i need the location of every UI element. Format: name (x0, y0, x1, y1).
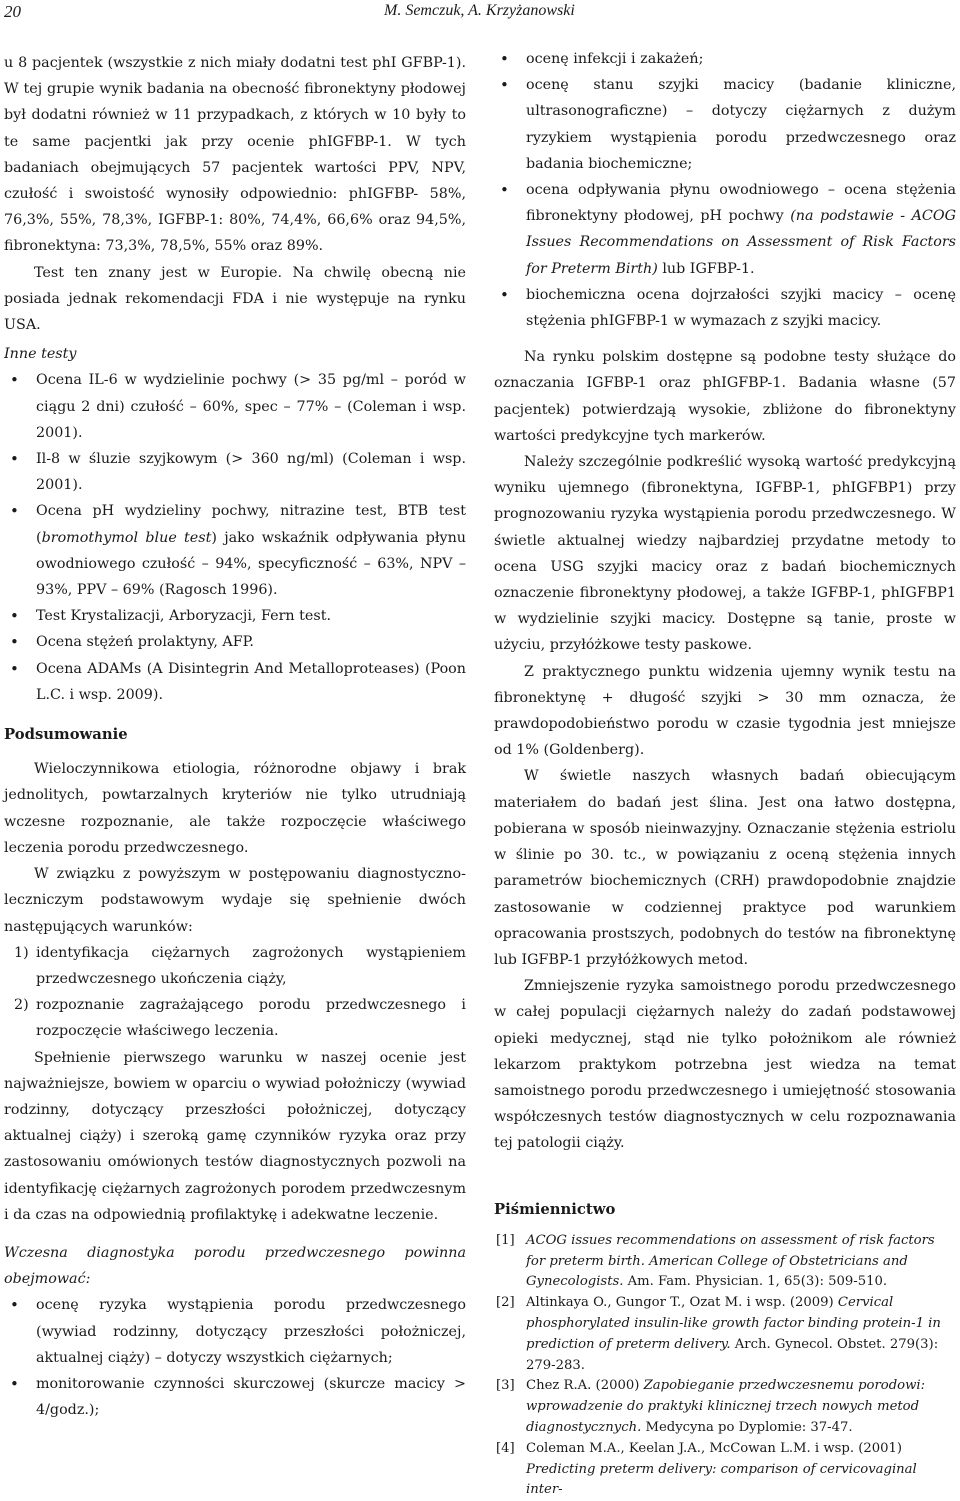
bullet-list (494, 46, 956, 334)
list-item-text: identyfikacja ciężarnych zagrożonych wystąpieniem przedwczesnego ukończenia ciąży, (36, 944, 466, 987)
list-item: • ocenę stanu szyjki macicy (badanie kliniczne, ultrasonograficzne) – dotyczy ciężarnych z dużym ryzykiem wystąpienia porodu przedwczesnego oraz badania biochemiczne; (494, 72, 956, 177)
paragraph: Z praktycznego punktu widzenia ujemny wynik testu na fibronektynę + długość szyjki > 30 mm oznacza, że prawdopodobieństwo porodu w czasie tygodnia jest mniejsze od 1% (Goldenberg). (494, 663, 956, 759)
list-item-text: lub IGFBP-1. (657, 260, 755, 277)
reference-item (494, 1293, 956, 1376)
reference-source: Medycyna po Dyplomie: 37-47. (641, 1419, 853, 1435)
paragraph: u 8 pacjentek (wszystkie z nich miały dodatni test phI GFBP-1). W tej grupie wynik badania na obecność fibronektyny płodowej był dodatni również w 11 przypadkach, z których w 10 były to te same pacjentki jak przy ocenie phIGFBP-1. W tych badaniach obejmujących 57 pacjentek wartości PPV, NPV, czułość i swoistość wynosiły odpowiednio: phIGFBP- 58%, 76,3%, 55%, 78,3%, IGFBP-1: 80%, 74,4%, 66,6% oraz 94,5%, fibronektyna: 73,3%, 78,5%, 55% oraz 89%. (4, 55, 466, 255)
reference-source: Arch. Gynecol. Obstet. 279(3): 279-283. (526, 1336, 939, 1373)
paragraph: Zmniejszenie ryzyka samoistnego porodu przedwczesnego w całej populacji ciężarnych należy do zadań podstawowej opieki medycznej, stąd nie tylko położnikom ale również lekarzom praktykom potrzebna jest wiedza na temat samoistnego porodu przedwczesnego i umiejętność stosowania współczesnych testów diagnostycznych w celu rozpoznawania tej patologii ciąży. (494, 978, 956, 1152)
list-item: • Ocena IL-6 w wydzielinie pochwy (> 35 pg/ml – poród w ciągu 2 dni) czułość – 60%, spec – 77% – (Coleman i wsp. 2001). (4, 367, 466, 446)
list-item: • biochemiczna ocena dojrzałości szyjki macicy – ocenę stężenia phIGFBP-1 w wymazach z szyjki macicy. (494, 282, 956, 334)
list-item: • monitorowanie czynności skurczowej (skurcze macicy > 4/godz.); (4, 1371, 466, 1423)
list-item: • Test Krystalizacji, Arboryzacji, Fern test. (4, 603, 466, 629)
right-column (494, 46, 956, 1501)
paragraph: Test ten znany jest w Europie. Na chwilę obecną nie posiada jednak rekomendacji FDA i nie występuje na rynku USA. (4, 264, 466, 334)
reference-item (494, 1231, 956, 1293)
section-subheading: Inne testy (4, 346, 77, 363)
paragraph: Na rynku polskim dostępne są podobne testy służące do oznaczania IGFBP-1 oraz phIGFBP-1. Badania własne (57 pacjentek) potwierdzają wysokie, zbliżone do fibronektyny wartości predykcyjne tych markerów. (494, 349, 956, 444)
bullet-list (4, 367, 466, 708)
paragraph: Spełnienie pierwszego warunku w naszej ocenie jest najważniejsze, bowiem w oparciu o wywiad położniczy (wywiad rodzinny, dotyczący przeszłości położniczej, dotyczący aktualnej ciąży) i szeroką gamę czynników ryzyka oraz przy zastosowaniu omówionych testów diagnostycznych pozwoli na identyfikację ciężarnych zagrożonych porodem przedwczesnym i da czas na odpowiednią profilaktykę i adekwatne leczenie. (4, 1049, 466, 1223)
page-header (0, 0, 960, 30)
list-item (4, 992, 466, 1044)
section-subheading: Wczesna diagnostyka porodu przedwczesnego powinna obejmować: (4, 1244, 466, 1288)
reference-authors: Altinkaya O., Gungor T., Ozat M. i wsp. (2009) (526, 1295, 838, 1311)
references-heading: Piśmiennictwo (494, 1200, 616, 1218)
reference-title: Zapobieganie przedwczesnemu porodowi: wprowadzenie do praktyki klinicznej trzech nowych metod diagnostycznych. (526, 1378, 926, 1435)
paragraph: W związku z powyższym w postępowaniu diagnostyczno-leczniczym podstawowym wydaje się spełnienie dwóch następujących warunków: (4, 866, 466, 935)
reference-authors: Chez R.A. (2000) (526, 1378, 644, 1394)
references-list (494, 1231, 956, 1501)
reference-number: [1] (496, 1232, 515, 1248)
list-item (4, 498, 466, 603)
section-heading: Podsumowanie (4, 726, 128, 744)
bullet-list (4, 1292, 466, 1423)
list-item: • ocenę ryzyka wystąpienia porodu przedwczesnego (wywiad rodzinny, dotyczący przeszłości położniczej, aktualnej ciąży) – dotyczy wszystkich ciężarnych; (4, 1292, 466, 1371)
reference-authors: Coleman M.A., Keelan J.A., McCowan L.M. i wsp. (2001) (526, 1440, 903, 1456)
reference-title: Predicting preterm delivery: comparison of cervicovaginal inter- (526, 1461, 917, 1498)
list-item (4, 940, 466, 992)
paragraph: W świetle naszych własnych badań obiecującym materiałem do badań jest ślina. Jest ona łatwo dostępna, pobierana w sposób nieinwazyjny. Oznaczanie stężenia estriolu w ślinie po 30. tc., w powiązaniu z oceną stężenia innych parametrów biochemicznych (CRH) prawdopodobnie znajdzie zastosowanie w codziennej praktyce pod warunkiem opracowania prostszych, podobnych do testów na fibronektynę lub IGFBP-1 przyłóżkowych metod. (494, 768, 956, 968)
numbered-list (4, 940, 466, 1045)
list-number: 2) (14, 997, 29, 1014)
reference-number: [2] (496, 1295, 515, 1311)
reference-number: [4] (496, 1440, 515, 1456)
paragraph: Wieloczynnikowa etiologia, różnorodne objawy i brak jednolitych, powtarzalnych kryteriów nie tylko utrudniają wczesne rozpoznanie, ale także rozpoczęcie właściwego leczenia porodu przedwczesnego. (4, 761, 466, 856)
reference-number: [3] (496, 1378, 515, 1394)
reference-source: Am. Fam. Physician. 1, 65(3): 509-510. (623, 1274, 888, 1290)
list-item-text: rozpoznanie zagrażającego porodu przedwczesnego i rozpoczęcie właściwego leczenia. (36, 997, 466, 1040)
reference-title: Cervical phosphorylated insulin-like growth factor binding protein-1 in prediction of preterm delivery. (526, 1295, 941, 1352)
list-number: 1) (14, 944, 29, 961)
left-column (4, 50, 466, 1423)
paragraph: Należy szczególnie podkreślić wysoką wartość predykcyjną wyniku ujemnego (fibronektyna, IGFBP-1, phIGFBP1) przy prognozowaniu ryzyka wystąpienia porodu przedwczesnego. W świetle aktualnej wiedzy najbardziej przydatne metody to ocena USG szyjki macicy oraz z badań biochemicznych oznaczenie fibronektyny płodowej, a także IGFBP-1, phIGFBP1 w wydzielinie szyjki macicy. Dostępne są tanie, proste w użyciu, przyłóżkowe testy paskowe. (494, 454, 956, 654)
reference-title: ACOG issues recommendations on assessment of risk factors for preterm birth. American College of Obstetricians and Gynecologists. (526, 1232, 935, 1290)
list-item: • Ocena stężeń prolaktyny, AFP. (4, 629, 466, 655)
list-item-text: Ocena pH wydzieliny pochwy, nitrazine test, BTB test (bromothymol blue test) jako wskaźnik odpływania płynu owodniowego czułość – 94%, specyficzność – 63%, NPV – 93%, PPV – 69% (Ragosch 1996). (36, 503, 466, 599)
page-number: 20 (4, 2, 21, 21)
reference-item (494, 1439, 956, 1501)
running-title: M. Semczuk, A. Krzyżanowski (384, 2, 575, 19)
list-item-text: ocena odpływania płynu owodniowego – ocena stężenia fibronektyny płodowej, pH pochwy (526, 182, 956, 225)
list-item: • Il-8 w śluzie szyjkowym (> 360 ng/ml) (Coleman i wsp. 2001). (4, 446, 466, 498)
list-item-citation: (na podstawie - ACOG Issues Recommendations on Assessment of Risk Factors for Preterm Birth) (526, 208, 956, 277)
reference-item (494, 1376, 956, 1438)
list-item: • Ocena ADAMs (A Disintegrin And Metalloproteases) (Poon L.C. i wsp. 2009). (4, 656, 466, 708)
list-item: • ocenę infekcji i zakażeń; (494, 46, 956, 72)
list-item (494, 177, 956, 282)
